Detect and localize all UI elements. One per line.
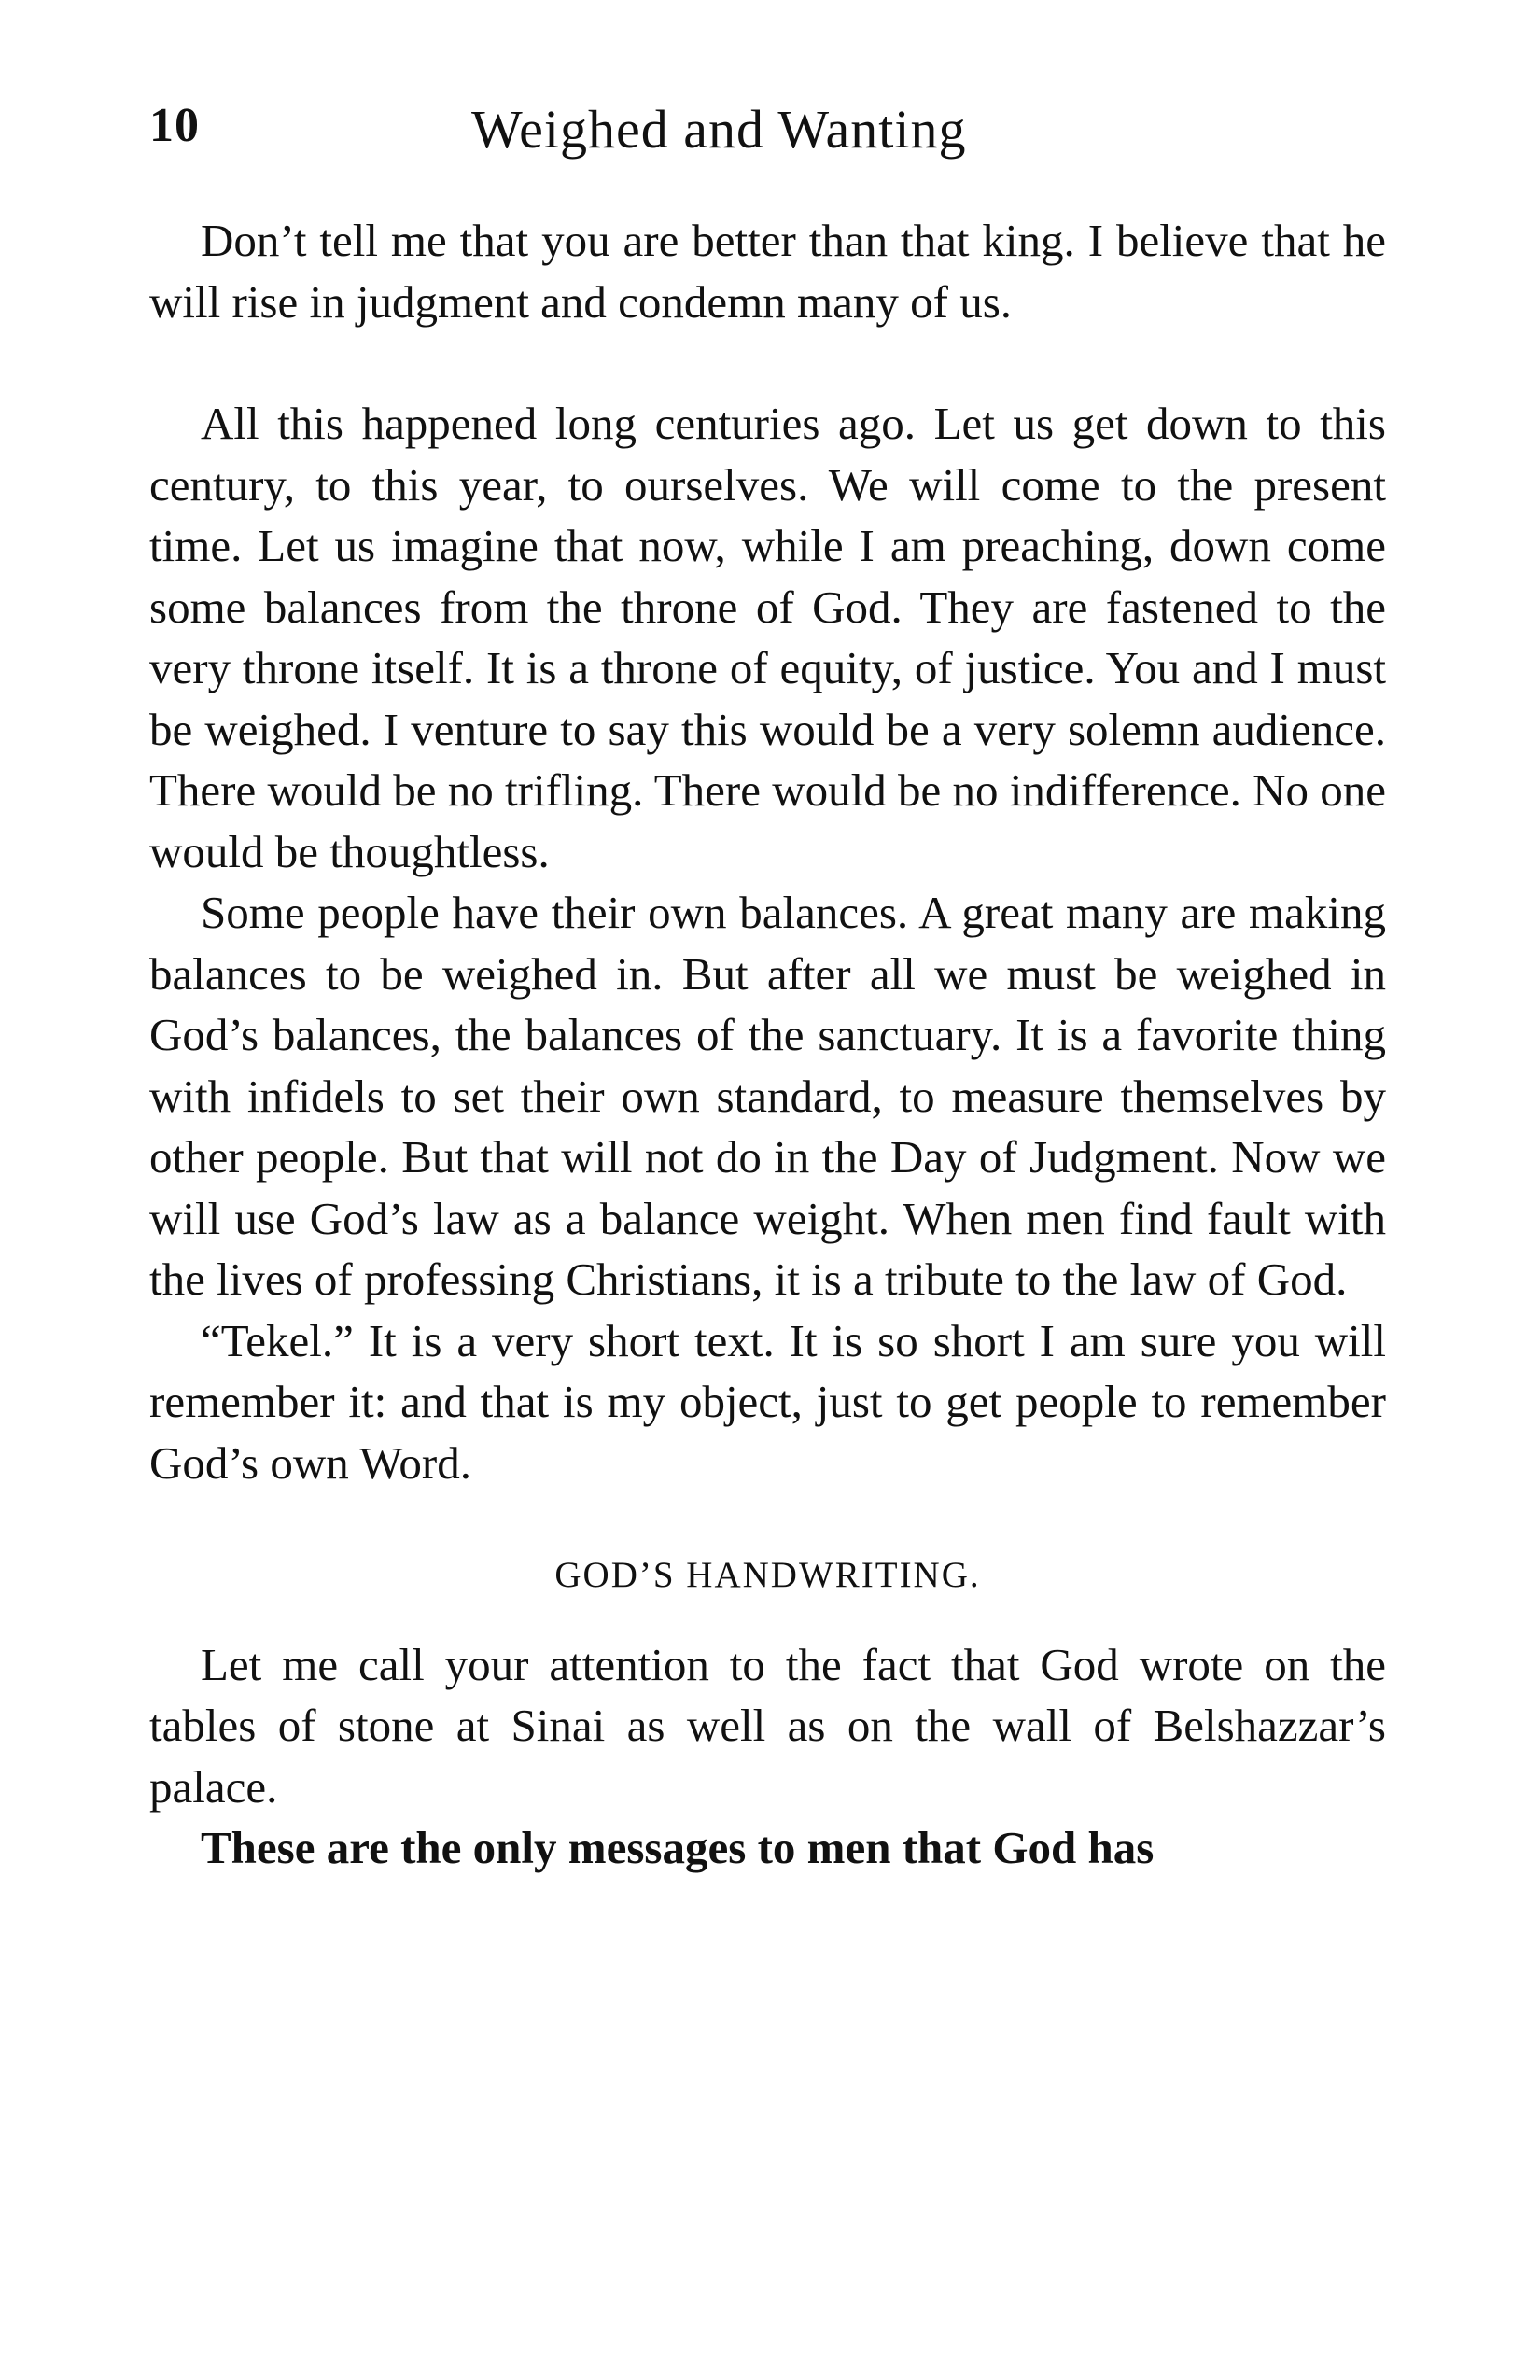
- paragraph-1: Don’t tell me that you are better than that king. I believe that he will rise in judgment and condemn many of us.: [149, 215, 1386, 328]
- section-heading: GOD’S HANDWRITING.: [554, 1555, 981, 1595]
- running-head: [149, 98, 1381, 182]
- running-title: Weighed and Wanting: [471, 99, 967, 160]
- body-text: [149, 210, 1386, 1879]
- paragraph-5: Let me call your attention to the fact that God wrote on the tables of stone at Sinai as well as on the wall of Belshazzar’s palace.: [149, 1638, 1386, 1813]
- paragraph-2: All this happened long centuries ago. Let us get down to this century, to this year, to ourselves. We will come to the present time. Let us imagine that now, while I am preaching, down come some balances from the throne of God. They are fastened to the very throne itself. It is a throne of equity, of justice. You and I must be weighed. I venture to say this would be a very solemn audience. There would be no trifling. There would be no indifference. No one would be thoughtless.: [149, 398, 1386, 877]
- paragraph-6: These are the only messages to men that God has: [201, 1822, 1155, 1873]
- paragraph-3: Some people have their own balances. A great many are making balances to be weighed in. But after all we must be weighed in God’s balances, the balances of the sanctuary. It is a favorite thing with infidels to set their own standard, to measure themselves by other people. But that will not do in the Day of Judgment. Now we will use God’s law as a balance weight. When men find fault with the lives of professing Christians, it is a tribute to the law of God.: [149, 887, 1386, 1305]
- page-number: 10: [149, 99, 200, 152]
- paragraph-4: “Tekel.” It is a very short text. It is so short I am sure you will remember it: and that is my object, just to get people to remember God’s own Word.: [149, 1314, 1386, 1489]
